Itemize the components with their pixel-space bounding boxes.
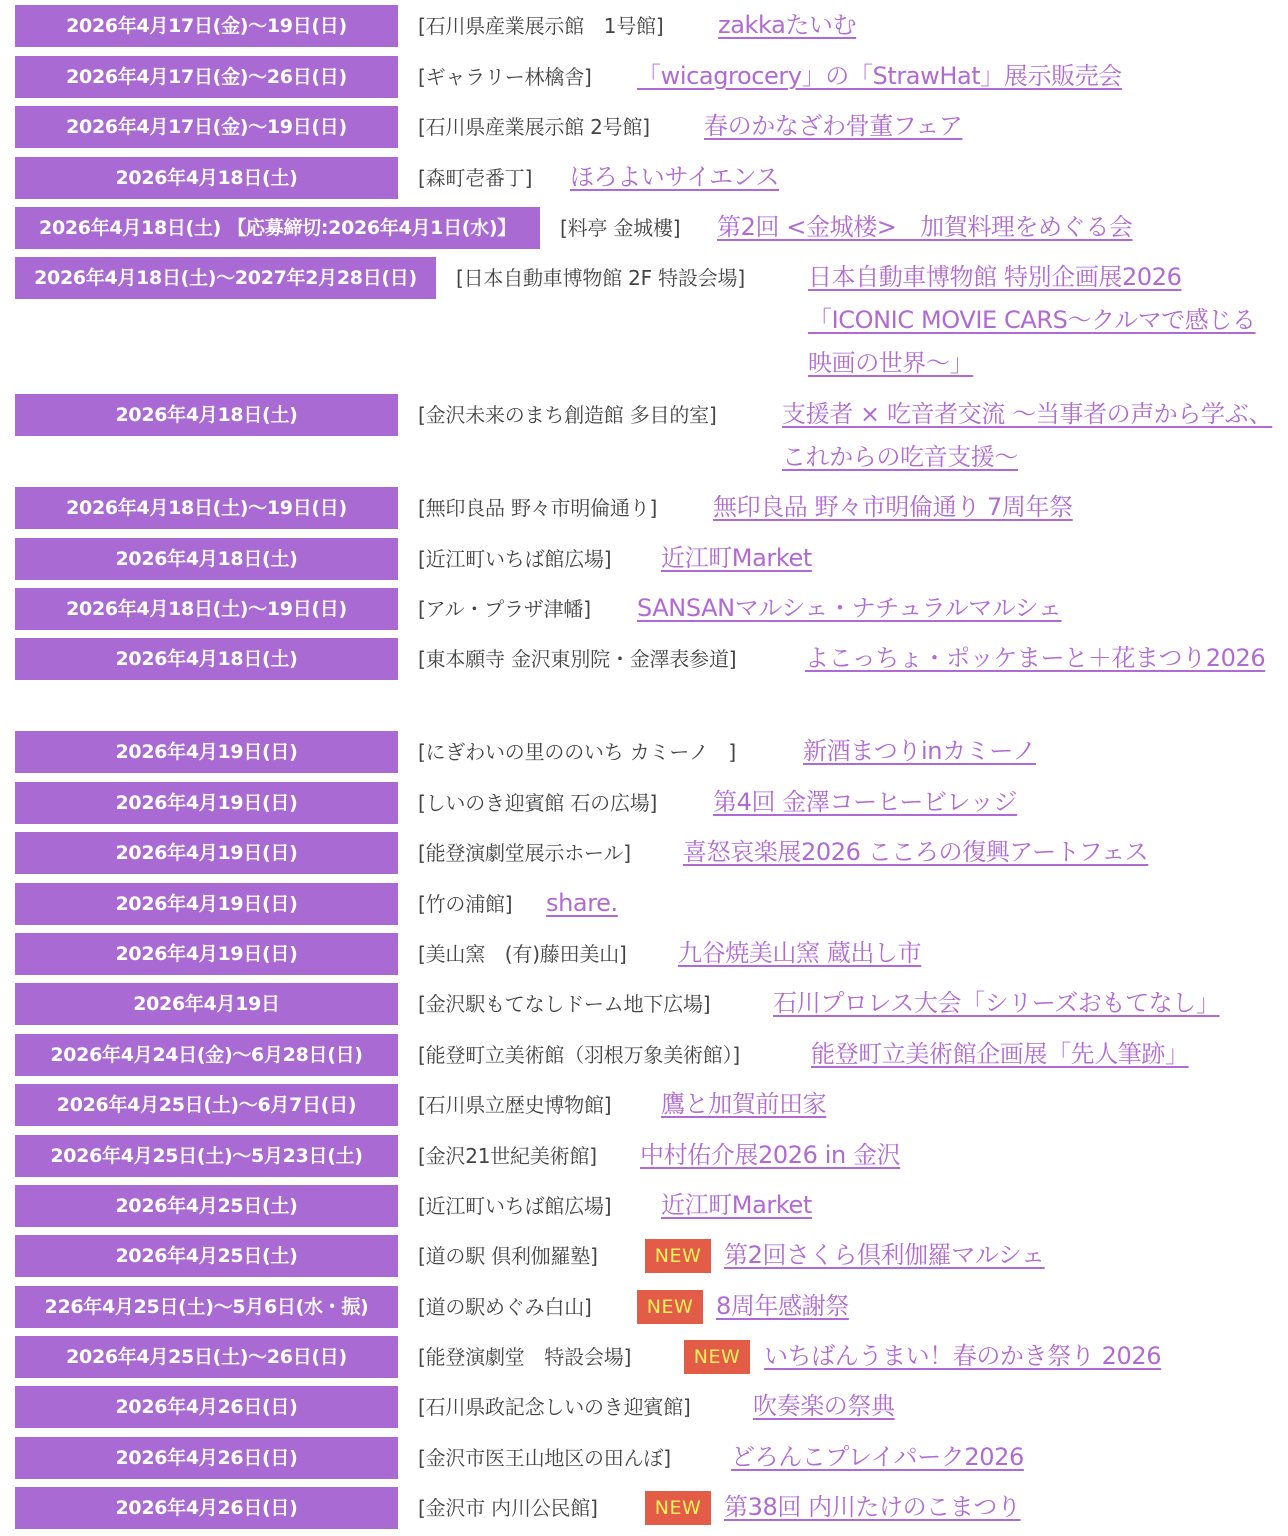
event-date-badge: 2026年4月18日(土) [15, 394, 398, 436]
event-venue: [金沢市医王山地区の田んぼ] [418, 1446, 671, 1470]
event-title-link[interactable]: 第2回 <金城楼> 加賀料理をめぐる会 [717, 213, 1133, 241]
event-title-link[interactable]: 鷹と加賀前田家 [661, 1090, 827, 1118]
event-date-badge: 2026年4月26日(日) [15, 1437, 398, 1479]
event-row [0, 731, 1288, 773]
event-row [0, 1286, 1288, 1328]
event-title-link[interactable]: 喜怒哀楽展2026 こころの復興アートフェス [683, 838, 1149, 866]
event-venue: [石川県立歴史博物館] [418, 1093, 612, 1117]
event-venue: [道の駅めぐみ白山] [418, 1295, 592, 1319]
event-venue: [近江町いちば館広場] [418, 547, 612, 571]
event-venue: [石川県産業展示館 1号館] [418, 14, 664, 38]
event-title-link[interactable]: 日本自動車博物館 特別企画展2026「ICONIC MOVIE CARS〜クルマで感じる映画の世界〜」 [808, 263, 1256, 377]
event-title-link[interactable]: 九谷焼美山窯 蔵出し市 [678, 939, 922, 967]
event-title-link[interactable]: 石川プロレス大会「シリーズおもてなし」 [773, 989, 1220, 1017]
event-row [0, 1487, 1288, 1529]
event-date-badge: 2026年4月17日(金)〜19日(日) [15, 106, 398, 148]
event-title-link[interactable]: 中村佑介展2026 in 金沢 [640, 1141, 901, 1169]
event-title-link[interactable]: いちばんうまい！春のかき祭り 2026 [764, 1342, 1162, 1370]
event-title-link[interactable]: よこっちょ・ポッケまーと＋花まつり2026 [805, 644, 1266, 672]
event-venue: [美山窯 (有)藤田美山] [418, 942, 627, 966]
new-badge: NEW [645, 1491, 711, 1525]
event-row [0, 394, 1288, 480]
event-date-badge: 2026年4月18日(土) 【応募締切:2026年4月1日(水)】 [15, 207, 540, 249]
event-venue: [東本願寺 金沢東別院・金澤表参道] [418, 647, 737, 671]
event-row [0, 638, 1288, 724]
event-venue: [日本自動車博物館 2F 特設会場] [456, 266, 745, 290]
event-row [0, 832, 1288, 874]
event-venue: [金沢市 内川公民館] [418, 1496, 598, 1520]
event-date-badge: 2026年4月25日(土)〜26日(日) [15, 1336, 398, 1378]
event-row [0, 56, 1288, 98]
event-title-link[interactable]: SANSANマルシェ・ナチュラルマルシェ [637, 594, 1062, 622]
event-row [0, 5, 1288, 47]
event-row [0, 933, 1288, 975]
event-title-link[interactable]: 第2回さくら倶利伽羅マルシェ [724, 1241, 1045, 1269]
event-venue: [しいのき迎賓館 石の広場] [418, 791, 658, 815]
event-title-link[interactable]: zakkaたいむ [718, 11, 857, 39]
event-date-badge: 2026年4月18日(土)〜19日(日) [15, 487, 398, 529]
event-title-link[interactable]: どろんこプレイパーク2026 [731, 1443, 1024, 1471]
event-date-badge: 2026年4月25日(土) [15, 1185, 398, 1227]
event-date-badge: 2026年4月19日(日) [15, 832, 398, 874]
event-title-link[interactable]: 吹奏楽の祭典 [753, 1392, 895, 1420]
event-title-link[interactable]: share. [546, 889, 618, 917]
event-venue: [能登演劇堂展示ホール] [418, 841, 631, 865]
event-row [0, 207, 1288, 249]
event-date-badge: 2026年4月25日(土)〜6月7日(日) [15, 1084, 398, 1126]
event-venue: [金沢駅もてなしドーム地下広場] [418, 992, 711, 1016]
event-date-badge: 2026年4月18日(土) [15, 538, 398, 580]
event-row [0, 782, 1288, 824]
event-venue: [金沢21世紀美術館] [418, 1144, 597, 1168]
event-title-link[interactable]: ほろよいサイエンス [570, 163, 780, 191]
event-date-badge: 2026年4月26日(日) [15, 1386, 398, 1428]
event-venue: [石川県産業展示館 2号館] [418, 115, 650, 139]
event-title-link[interactable]: 近江町Market [661, 544, 812, 572]
event-row [0, 1185, 1288, 1227]
event-date-badge: 2026年4月24日(金)〜6月28日(日) [15, 1034, 398, 1076]
event-venue: [道の駅 倶利伽羅塾] [418, 1244, 598, 1268]
event-row [0, 983, 1288, 1025]
event-venue: [料亭 金城樓] [560, 216, 681, 240]
event-date-badge: 2026年4月17日(金)〜19日(日) [15, 5, 398, 47]
event-row [0, 538, 1288, 580]
event-date-badge: 2026年4月19日(日) [15, 782, 398, 824]
new-badge: NEW [645, 1239, 711, 1273]
event-venue: [能登町立美術館（羽根万象美術館）] [418, 1043, 741, 1067]
event-date-badge: 2026年4月25日(土) [15, 1235, 398, 1277]
event-venue: [金沢未来のまち創造館 多目的室] [418, 403, 717, 427]
event-venue: [能登演劇堂 特設会場] [418, 1345, 632, 1369]
event-title-link[interactable]: 無印良品 野々市明倫通り 7周年祭 [713, 493, 1073, 521]
event-title-link[interactable]: 8周年感謝祭 [716, 1292, 849, 1320]
event-date-badge: 2026年4月17日(金)〜26日(日) [15, 56, 398, 98]
event-venue: [竹の浦館] [418, 892, 513, 916]
event-row [0, 1135, 1288, 1177]
event-date-badge: 226年4月25日(土)〜5月6日(水・振) [15, 1286, 398, 1328]
event-title-link[interactable]: 第4回 金澤コーヒービレッジ [713, 788, 1018, 816]
event-row [0, 157, 1288, 199]
event-venue: [石川県政記念しいのき迎賓館] [418, 1395, 691, 1419]
event-date-badge: 2026年4月18日(土)〜2027年2月28日(日) [15, 257, 436, 299]
new-badge: NEW [684, 1340, 750, 1374]
event-date-badge: 2026年4月26日(日) [15, 1487, 398, 1529]
event-venue: [森町壱番丁] [418, 166, 533, 190]
event-row [0, 1034, 1288, 1076]
event-title-link[interactable]: 「wicagrocery」の「StrawHat」展示販売会 [637, 62, 1122, 90]
event-venue: [アル・プラザ津幡] [418, 597, 591, 621]
event-date-badge: 2026年4月18日(土) [15, 157, 398, 199]
event-row [0, 257, 1288, 387]
event-row [0, 487, 1288, 529]
event-title-link[interactable]: 第38回 内川たけのこまつり [724, 1493, 1021, 1521]
event-title-link[interactable]: 近江町Market [661, 1191, 812, 1219]
event-date-badge: 2026年4月19日(日) [15, 883, 398, 925]
event-venue: [にぎわいの里ののいち カミーノ ] [418, 740, 736, 764]
event-row [0, 106, 1288, 148]
event-date-badge: 2026年4月18日(土)〜19日(日) [15, 588, 398, 630]
event-date-badge: 2026年4月18日(土) [15, 638, 398, 680]
event-row [0, 588, 1288, 630]
event-date-badge: 2026年4月25日(土)〜5月23日(土) [15, 1135, 398, 1177]
event-venue: [ギャラリー林檎舎] [418, 65, 592, 89]
event-title-link[interactable]: 支援者 × 吃音者交流 〜当事者の声から学ぶ、これからの吃音支援〜 [782, 400, 1273, 471]
event-date-badge: 2026年4月19日(日) [15, 933, 398, 975]
event-venue: [無印良品 野々市明倫通り] [418, 496, 658, 520]
event-title-link[interactable]: 新酒まつりinカミーノ [803, 737, 1036, 765]
event-row [0, 883, 1288, 925]
event-date-badge: 2026年4月19日(日) [15, 731, 398, 773]
event-date-badge: 2026年4月19日 [15, 983, 398, 1025]
event-row [0, 1336, 1288, 1378]
new-badge: NEW [637, 1290, 703, 1324]
event-row [0, 1437, 1288, 1479]
event-title-link[interactable]: 春のかなざわ骨董フェア [704, 112, 963, 140]
event-venue: [近江町いちば館広場] [418, 1194, 612, 1218]
event-row [0, 1084, 1288, 1126]
event-title-link[interactable]: 能登町立美術館企画展「先人筆跡」 [811, 1040, 1189, 1068]
event-row [0, 1235, 1288, 1277]
event-row [0, 1386, 1288, 1428]
